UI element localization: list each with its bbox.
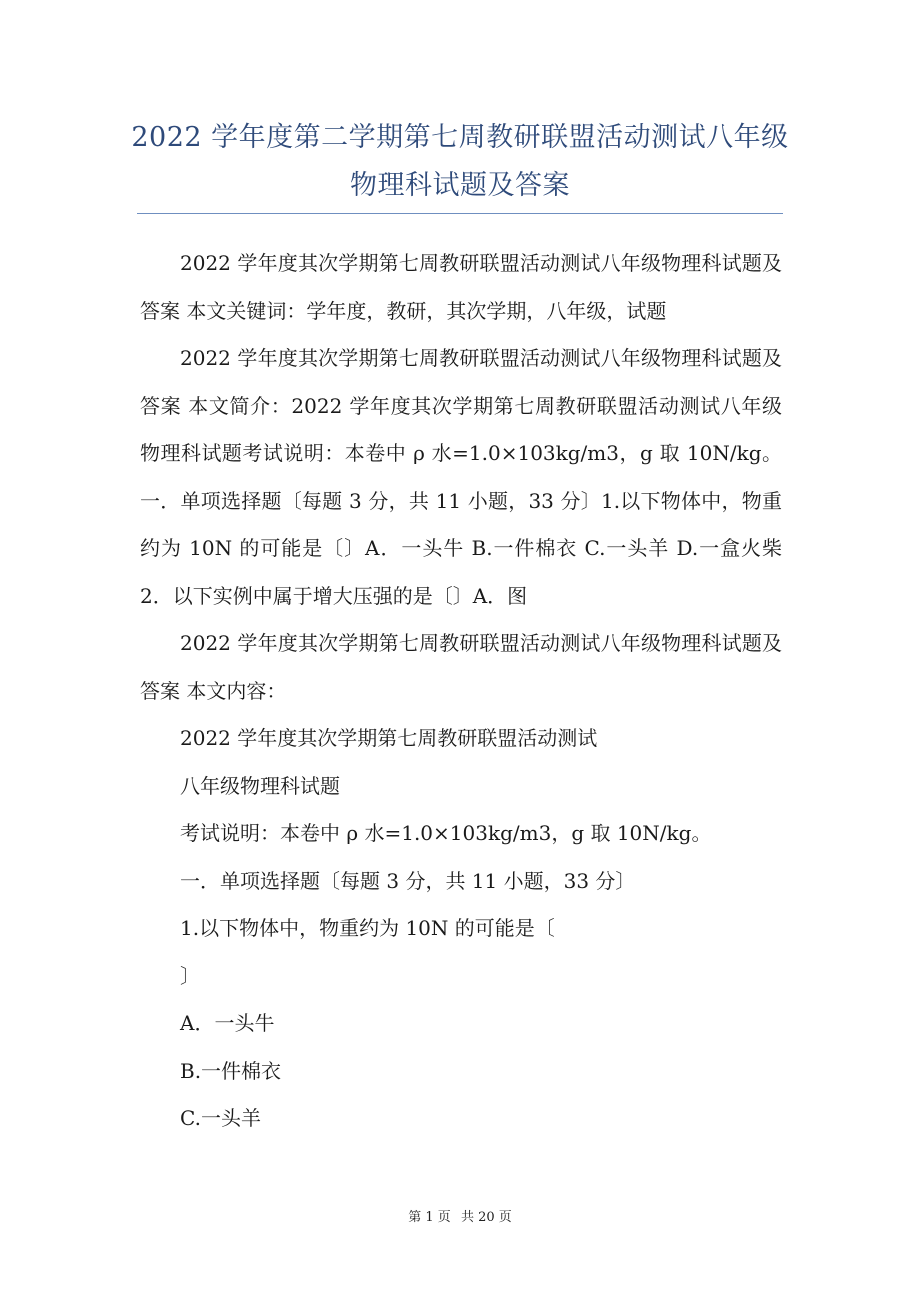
content-line: 〕 [180, 963, 200, 988]
content-line: C.一头羊 [180, 1106, 261, 1130]
content-line: 1.以下物体中，物重约为 10N 的可能是〔 [180, 916, 555, 940]
content-line: A．一头牛 [180, 1011, 275, 1035]
document-title: 2022 学年度第二学期第七周教研联盟活动测试八年级物理科试题及答案 [131, 122, 789, 201]
content-line: 八年级物理科试题 [180, 773, 340, 798]
title-divider [137, 213, 783, 214]
page-number: 第 1 页 [408, 1210, 451, 1225]
content-line: B.一件棉衣 [180, 1058, 282, 1083]
page-total: 共 20 页 [460, 1210, 512, 1225]
paragraph-summary: 2022 学年度其次学期第七周教研联盟活动测试八年级物理科试题及答案 本文简介：2022 学年度其次学期第七周教研联盟活动测试八年级物理科试题考试说明：本卷中 ρ 水=1.0×103kg/m3，g 取 10N/kg。一．单项选择题〔每题 3 分，共 11 小题，33 分〕1.以下物体中，物重约为 10N 的可能是〔〕A．一头牛 B.一件棉衣 C.一头羊 D.一盒火柴 2．以下实例中属于增大压强的是〔〕A．图 [140, 346, 782, 608]
paragraph-keywords: 2022 学年度其次学期第七周教研联盟活动测试八年级物理科试题及答案 本文关键词：学年度，教研，其次学期，八年级，试题 [140, 251, 782, 323]
content-line: 一．单项选择题〔每题 3 分，共 11 小题，33 分〕 [180, 868, 636, 893]
page-footer [0, 1206, 920, 1225]
content-line: 考试说明：本卷中 ρ 水=1.0×103kg/m3，g 取 10N/kg。 [180, 821, 712, 845]
document-body [140, 240, 782, 1143]
paragraph-content-intro: 2022 学年度其次学期第七周教研联盟活动测试八年级物理科试题及答案 本文内容： [140, 631, 782, 703]
content-line: 2022 学年度其次学期第七周教研联盟活动测试 [180, 726, 598, 750]
